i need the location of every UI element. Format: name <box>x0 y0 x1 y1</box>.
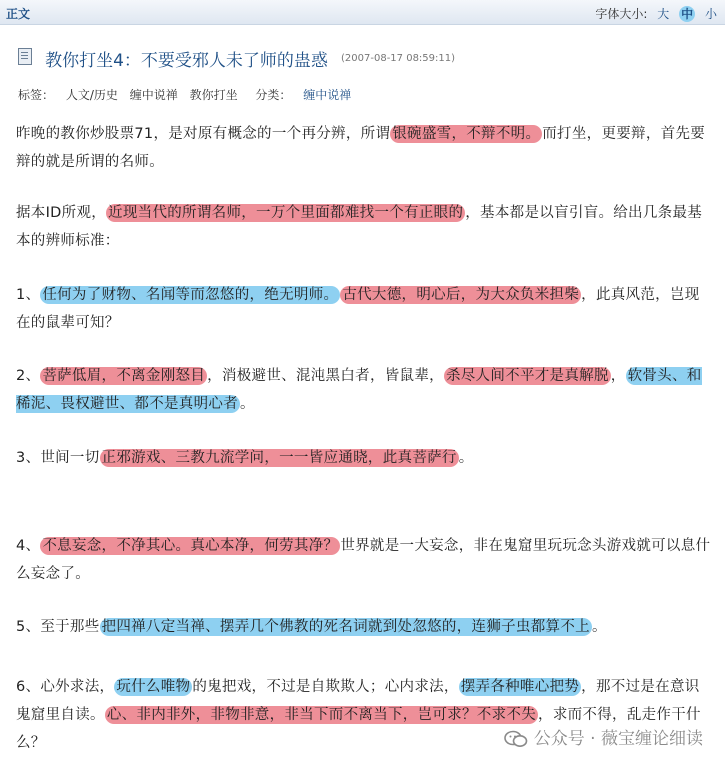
paragraph-2: 据本ID所观， 近现当代的所谓名师，一万个里面都难找一个有正眼的 ，基本都是以盲引盲。给出几条最基本的辨师标准： <box>16 205 703 249</box>
article-title: 教你打坐4：不要受邪人未了师的蛊惑 <box>45 51 328 71</box>
highlight: 近现当代的所谓名师，一万个里面都难找一个有正眼的 <box>108 205 464 221</box>
highlight: 玩什么唯物 <box>116 679 191 695</box>
highlight: 菩萨低眉，不离金刚怒目 <box>42 368 206 384</box>
article-header-bar <box>0 0 725 25</box>
document-icon <box>18 48 32 65</box>
highlight: 杀尽人间不平才是真解脱 <box>445 368 609 384</box>
paragraph-7: 5、至于那些 把四禅八定当禅、摆弄几个佛教的死名词就到处忽悠的，连狮子虫都算不上 。 <box>16 619 607 635</box>
tag-item[interactable]: 缠中说禅 <box>129 88 178 102</box>
highlight: 摆弄各种唯心把势 <box>460 679 580 695</box>
tag-item[interactable]: 教你打坐 <box>189 88 238 102</box>
highlight: 任何为了财物、名闻等而忽悠的，绝无明师。 <box>42 287 339 303</box>
section-label: 正文 <box>6 7 31 21</box>
font-size-large-link[interactable]: 大 <box>657 7 670 21</box>
paragraph-3: 1、 任何为了财物、名闻等而忽悠的，绝无明师。 古代大德，明心后，为大众负米担柴 ，此真风范，岂现在的鼠辈可知？ <box>16 287 700 331</box>
highlight: 不息妄念，不净其心。真心本净，何劳其净？ <box>42 538 339 554</box>
watermark <box>504 724 703 749</box>
category-link[interactable]: 缠中说禅 <box>303 88 352 102</box>
highlight: 正邪游戏、三教九流学问，一一皆应通晓，此真菩萨行 <box>101 450 457 466</box>
highlight: 把四禅八定当禅、摆弄几个佛教的死名词就到处忽悠的，连狮子虫都算不上 <box>101 619 590 635</box>
tag-row <box>18 86 359 103</box>
category-label: 分类： <box>255 88 292 102</box>
font-size-medium-link[interactable]: 中 <box>681 7 694 21</box>
tags-label: 标签： <box>18 88 55 102</box>
paragraph-1: 昨晚的教你炒股票71，是对原有概念的一个再分辨，所谓 银碗盛雪，不辩不明。 而打坐，更要辩，首先要辩的就是所谓的名师。 <box>16 126 706 170</box>
font-size-control <box>595 5 717 22</box>
paragraph-8: 6、心外求法， 玩什么唯物 的鬼把戏，不过是自欺欺人；心内求法， 摆弄各种唯心把势 ，那不过是在意识鬼窟里自读。 心、非内非外，非物非意，非当下而不离当下，岂可求？不求不失 ，求而不得，乱走作干什么？ <box>16 679 701 751</box>
paragraph-5: 3、世间一切 正邪游戏、三教九流学问，一一皆应通晓，此真菩萨行 。 <box>16 450 474 466</box>
paragraph-4: 2、 菩萨低眉，不离金刚怒目 ，消极避世、混沌黑白者，皆鼠辈， 杀尽人间不平才是真解脱 ， 软骨头、和稀泥、畏权避世、都不是真明心者 。 <box>16 368 702 412</box>
font-size-label: 字体大小: <box>595 7 648 21</box>
highlight: 软骨头、和稀泥、畏权避世、都不是真明心者 <box>16 368 702 412</box>
article-title-row <box>18 46 455 71</box>
tag-item[interactable]: 人文/历史 <box>65 88 118 102</box>
font-size-small-link[interactable]: 小 <box>704 7 717 21</box>
wechat-icon <box>504 730 528 748</box>
highlight: 古代大德，明心后，为大众负米担柴 <box>342 287 580 303</box>
highlight: 银碗盛雪，不辩不明。 <box>392 126 541 142</box>
highlight: 心、非内非外，非物非意，非当下而不离当下，岂可求？不求不失 <box>106 707 537 723</box>
paragraph-6: 4、 不息妄念，不净其心。真心本净，何劳其净？ 世界就是一大妄念，非在鬼窟里玩玩念头游戏就可以息什么妄念了。 <box>16 538 711 582</box>
article-date: (2007-08-17 08:59:11) <box>341 53 456 64</box>
watermark-text: 公众号 · 薇宝缠论细读 <box>533 729 703 749</box>
